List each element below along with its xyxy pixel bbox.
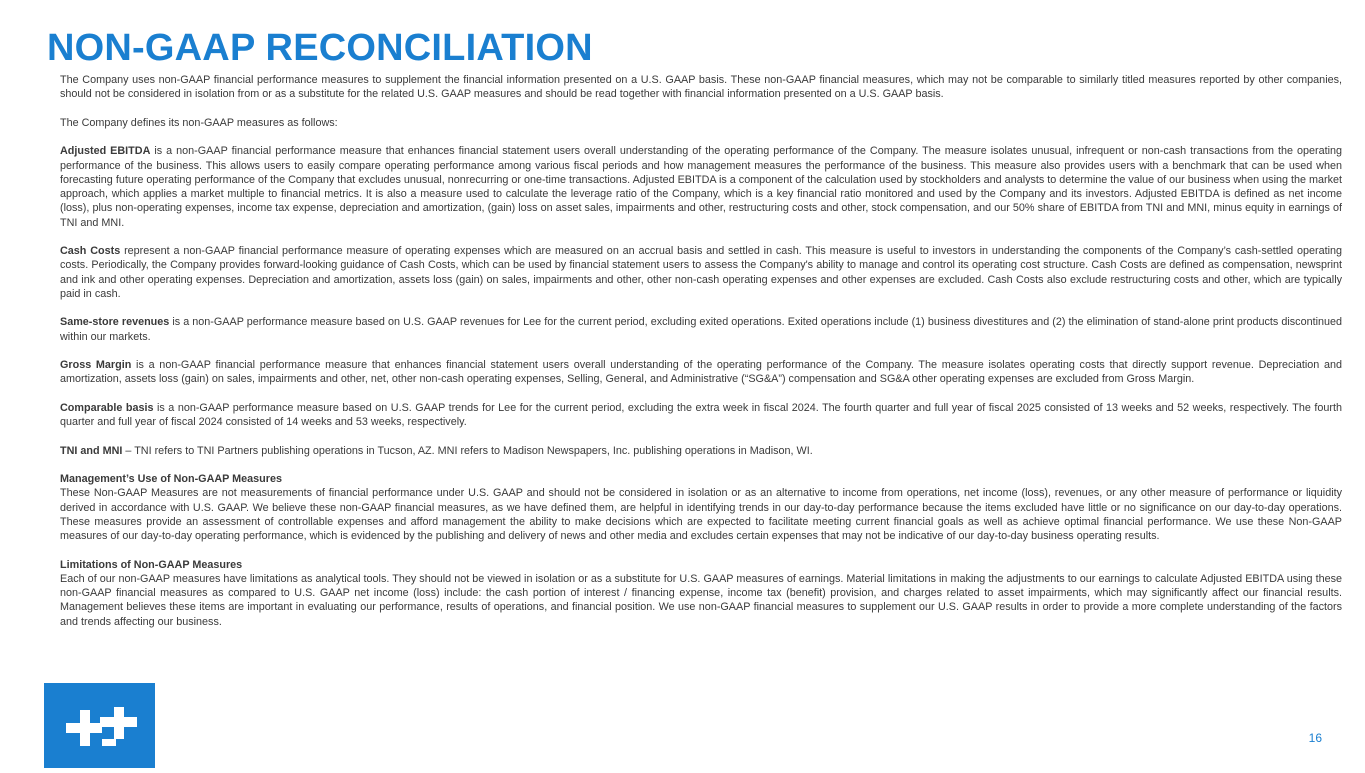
comparable-basis-text: is a non-GAAP performance measure based on U.S. GAAP trends for Lee for the current period, excluding the extra week in fiscal 2024. The fourth quarter and full year of fiscal 2025 consisted of 13 weeks and 52 weeks, respectively. The fourth quarter and full year of fiscal 2024 consisted of 14 weeks and 53 weeks, respectively. — [60, 401, 1342, 428]
intro-paragraph: The Company uses non-GAAP financial performance measures to supplement the financial information presented on a U.S. GAAP basis. These non-GAAP financial measures, which may not be comparable to similarly titled measures reported by other companies, should not be considered in isolation from or as a substitute for the related U.S. GAAP measures and should be read together with financial information presented on a U.S. GAAP basis. — [60, 74, 1342, 101]
page-number: 16 — [1308, 731, 1322, 745]
cash-costs-term: Cash Costs — [60, 245, 121, 257]
same-store-term: Same-store revenues — [60, 316, 170, 329]
page-title: NON-GAAP RECONCILIATION — [47, 27, 593, 69]
body-text — [60, 73, 1342, 643]
tni-mni-term: TNI and MNI — [60, 444, 123, 457]
cash-costs-definition — [60, 244, 1342, 301]
same-store-definition — [60, 315, 1342, 344]
management-use-text: These Non-GAAP Measures are not measurements of financial performance under U.S. GAAP and should not be considered in isolation or as an alternative to income from operations, net income (loss), revenues, or any other measure of performance or liquidity derived in accordance with U.S. GAAP. We believe these non-GAAP financial measures, as we have defined them, are helpful in identifying trends in our day-to-day performance because the items excluded have little or no significance on our day-to-day operations. These measures provide an assessment of controllable expenses and afford management the ability to make decisions which are expected to facilitate meeting current financial goals as well as achieve optimal financial performance. We use these Non-GAAP measures of our day-to-day operating performance, which is evidenced by the publishing and delivery of news and other media and excludes certain expenses that may not be indicative of our day-to-day business operating results. — [60, 487, 1342, 542]
management-use-section — [60, 472, 1342, 543]
limitations-heading: Limitations of Non-GAAP Measures — [60, 558, 243, 571]
comparable-basis-definition — [60, 401, 1342, 430]
limitations-section — [60, 558, 1342, 629]
gross-margin-text: is a non-GAAP financial performance measure that enhances financial statement users overall understanding of the operating performance of the Company. The measure isolates operating costs that directly support revenue. Depreciation and amortization, assets loss (gain) on sales, impairments and other, net, other non-cash operating expenses, Selling, General, and Administrative (“SG&A”) compensation and SG&A other operating expenses are excluded from Gross Margin. — [60, 359, 1342, 386]
cash-costs-text: represent a non-GAAP financial performance measure of operating expenses which are measured on an accrual basis and settled in cash. This measure is useful to investors in understanding the components of the Company’s cash-settled operating costs. Periodically, the Company provides forward-looking guidance of Cash Costs, which can be used by financial statement users to assess the Company's ability to manage and control its operating cost structure. Cash Costs are defined as compensation, newsprint and ink and other operating expenses. Depreciation and amortization, assets loss (gain) on sales, impairments and other, other non-cash operating expenses and other expenses are excluded. Cash Costs also exclude restructuring costs and other, which are typically paid in cash. — [60, 245, 1342, 300]
management-use-heading: Management’s Use of Non-GAAP Measures — [60, 473, 282, 485]
comparable-basis-term: Comparable basis — [60, 401, 154, 414]
lee-enterprises-logo-icon — [44, 683, 155, 768]
gross-margin-definition — [60, 358, 1342, 387]
gross-margin-term: Gross Margin — [60, 359, 132, 371]
tni-mni-text: – TNI refers to TNI Partners publishing operations in Tucson, AZ. MNI refers to Madison Newspapers, Inc. publishing operations in Madison, WI. — [122, 444, 813, 457]
company-logo — [44, 683, 155, 768]
same-store-text: is a non-GAAP performance measure based on U.S. GAAP revenues for Lee for the current period, excluding exited operations. Exited operations include (1) business divestitures and (2) the elimination of stand-alone print products discontinued within our markets. — [60, 316, 1342, 343]
adjusted-ebitda-term: Adjusted EBITDA — [60, 145, 151, 158]
adjusted-ebitda-definition — [60, 144, 1342, 230]
limitations-text: Each of our non-GAAP measures have limitations as analytical tools. They should not be viewed in isolation or as a substitute for U.S. GAAP measures of earnings. Material limitations in making the adjustments to our earnings to calculate Adjusted EBITDA using these non-GAAP financial measures as compared to U.S. GAAP net income (loss) include: the cash portion of interest / financing expense, income tax (benefit) provision, and charges related to asset impairments, which may significantly affect our financial results. Management believes these items are important in evaluating our performance, results of operations, and financial position. We use non-GAAP financial measures to supplement our U.S. GAAP results in order to provide a more complete understanding of the factors and trends affecting our business. — [60, 572, 1342, 628]
definitions-lead: The Company defines its non-GAAP measures as follows: — [60, 116, 338, 129]
tni-mni-definition — [60, 444, 1342, 458]
adjusted-ebitda-text: is a non-GAAP financial performance measure that enhances financial statement users overall understanding of the operating performance of the Company. The measure isolates unusual, infrequent or non-cash transactions from the operating performance of the business. This allows users to easily compare operating performance among various fiscal periods and how management measures the performance of the business. This measure also provides users with a benchmark that can be used when forecasting future operating performance of the Company that excludes unusual, nonrecurring or one-time transactions. Adjusted EBITDA is a component of the calculation used by stockholders and analysts to determine the value of our business when using the market approach, which applies a market multiple to financial metrics. It is also a measure used to calculate the leverage ratio of the Company, which is a key financial ratio monitored and used by the Company and its investors. Adjusted EBITDA is defined as net income (loss), plus non-operating expenses, income tax expense, depreciation and amortization, (gain) loss on asset sales, impairments and other, restructuring costs and other, stock compensation, and our 50% share of EBITDA from TNI and MNI, minus equity in earnings of TNI and MNI. — [60, 145, 1342, 229]
